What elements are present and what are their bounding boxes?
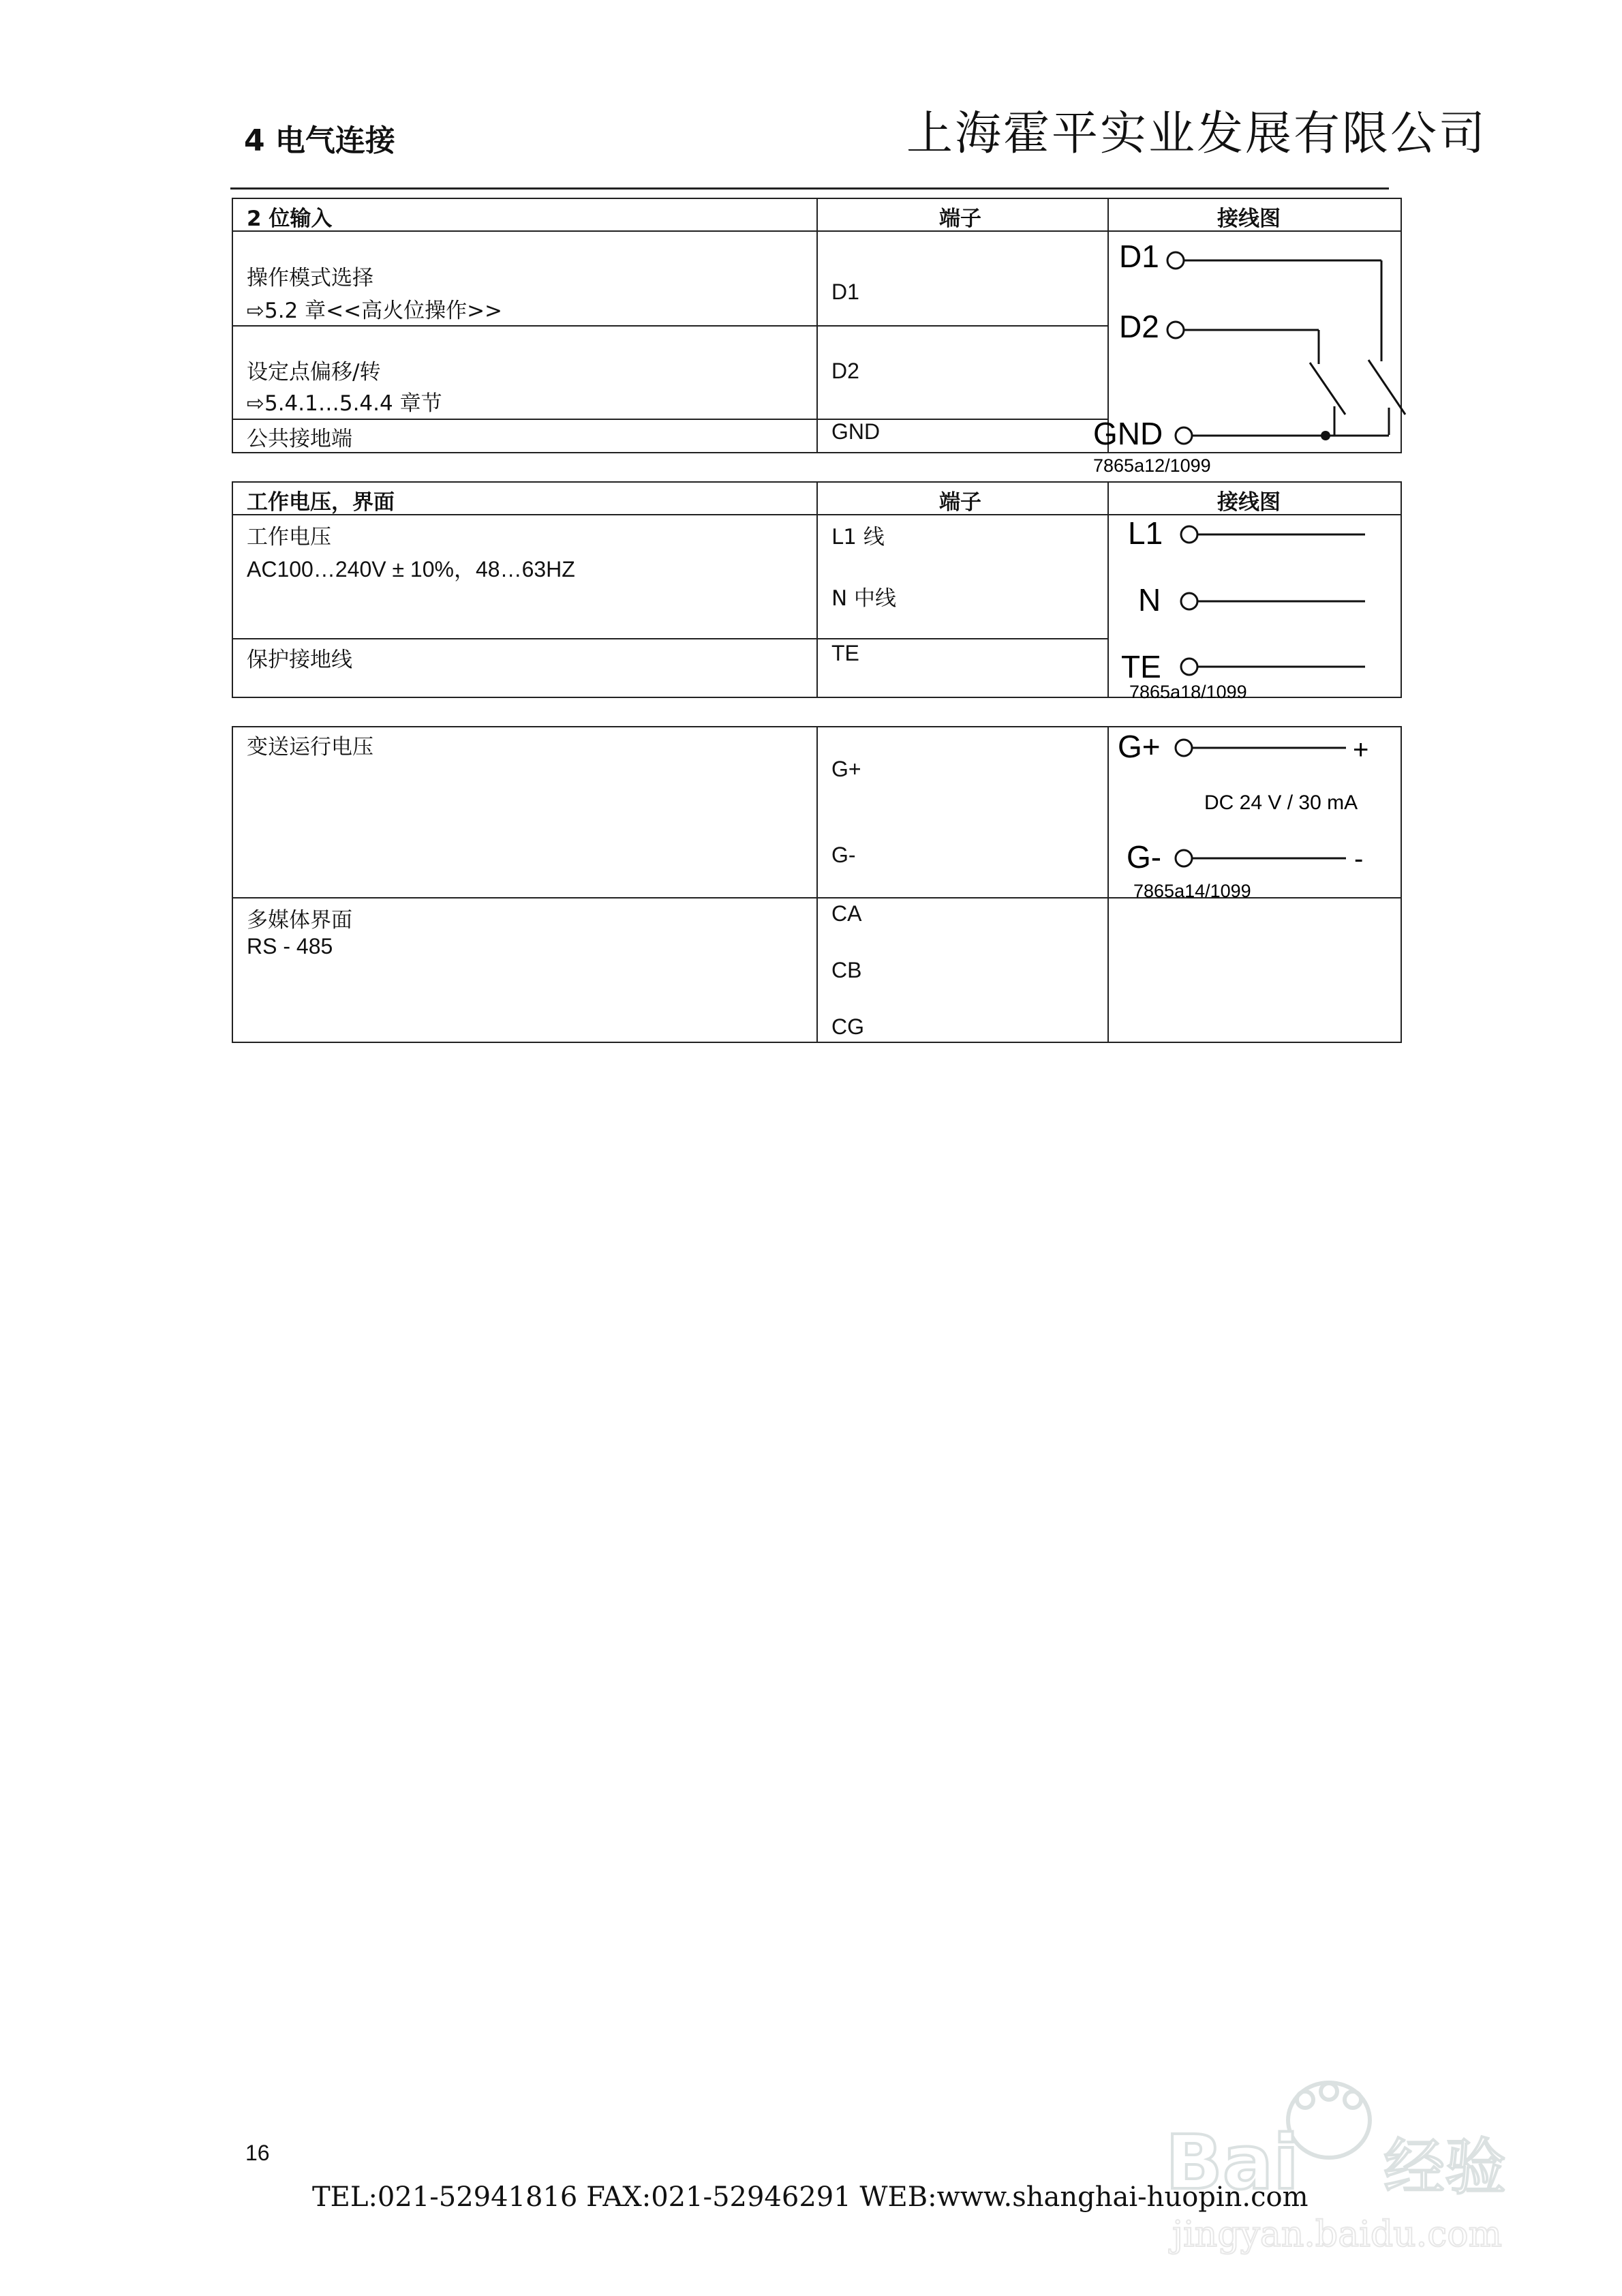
diagram-note: DC 24 V / 30 mA (1204, 791, 1358, 814)
table-divider (232, 419, 1109, 420)
column-header-diagram: 接线图 (1217, 490, 1281, 515)
header-rule (230, 187, 1389, 190)
polarity-sign: + (1353, 735, 1369, 765)
row-description: 操作模式选择 (247, 266, 373, 290)
page-number: 16 (245, 2141, 270, 2165)
diagram-code: 7865a14/1099 (1133, 881, 1251, 901)
terminal-label: CG (831, 1014, 864, 1039)
voltage-spec: AC100…240V ± 10%，48…63HZ (247, 557, 575, 581)
chapter-reference-link[interactable]: ⇨5.4.1…5.4.4 章节 (247, 391, 442, 416)
diagram-label: G+ (1118, 729, 1161, 764)
section-title: 4 电气连接 (244, 123, 395, 158)
terminal-label: CB (831, 958, 862, 982)
baidu-watermark (1159, 2072, 1540, 2263)
row-description: 公共接地端 (247, 427, 352, 451)
diagram-label: N (1138, 582, 1161, 618)
column-header-function: 2 位输入 (247, 207, 333, 231)
diagram-code: 7865a12/1099 (1093, 455, 1211, 476)
table-divider (232, 638, 1109, 639)
svg-text:经验: 经验 (1383, 2132, 1506, 2203)
terminal-label: TE (831, 641, 859, 665)
terminal-label: D2 (831, 359, 859, 383)
table-divider (816, 726, 818, 1043)
row-description: 工作电压 (247, 525, 331, 549)
column-header-terminal: 端子 (939, 490, 981, 515)
diagram-label: L1 (1128, 515, 1163, 551)
wiring-diagram-digital-inputs (1077, 232, 1418, 484)
svg-text:jingyan.baidu.com: jingyan.baidu.com (1172, 2214, 1502, 2255)
diagram-label: G- (1127, 839, 1162, 875)
row-description: 设定点偏移/转 (247, 360, 381, 384)
row-description: 多媒体界面 (247, 908, 352, 933)
diagram-label: D1 (1119, 239, 1159, 274)
terminal-label: N 中线 (831, 586, 897, 611)
column-header-diagram: 接线图 (1217, 207, 1281, 231)
chapter-reference-link[interactable]: ⇨5.2 章<<高火位操作>> (247, 299, 503, 323)
terminal-label: G+ (831, 757, 861, 781)
column-header-terminal: 端子 (939, 207, 981, 231)
terminal-label: GND (831, 419, 881, 444)
terminal-label: D1 (831, 280, 859, 304)
row-description: 变送运行电压 (247, 735, 373, 759)
company-name: 上海霍平实业发展有限公司 (906, 107, 1488, 161)
wiring-diagram-transmitter (1107, 727, 1414, 911)
diagram-label: TE (1121, 649, 1161, 684)
diagram-label: D2 (1119, 309, 1159, 344)
terminal-label: CA (831, 901, 862, 926)
row-description: 保护接地线 (247, 648, 352, 672)
polarity-sign: - (1354, 844, 1364, 874)
table-divider (232, 325, 1109, 327)
svg-text:Bai: Bai (1165, 2119, 1299, 2206)
diagram-code: 7865a18/1099 (1129, 682, 1247, 702)
interface-spec: RS - 485 (247, 934, 333, 958)
column-header-function: 工作电压，界面 (247, 490, 395, 515)
terminal-label: L1 线 (831, 525, 885, 549)
wiring-diagram-supply (1107, 515, 1414, 720)
terminal-label: G- (831, 843, 856, 867)
diagram-label: GND (1093, 416, 1163, 451)
contact-footer: TEL:021-52941816 FAX:021-52946291 WEB:www.shanghai-huopin.com (312, 2181, 1309, 2213)
